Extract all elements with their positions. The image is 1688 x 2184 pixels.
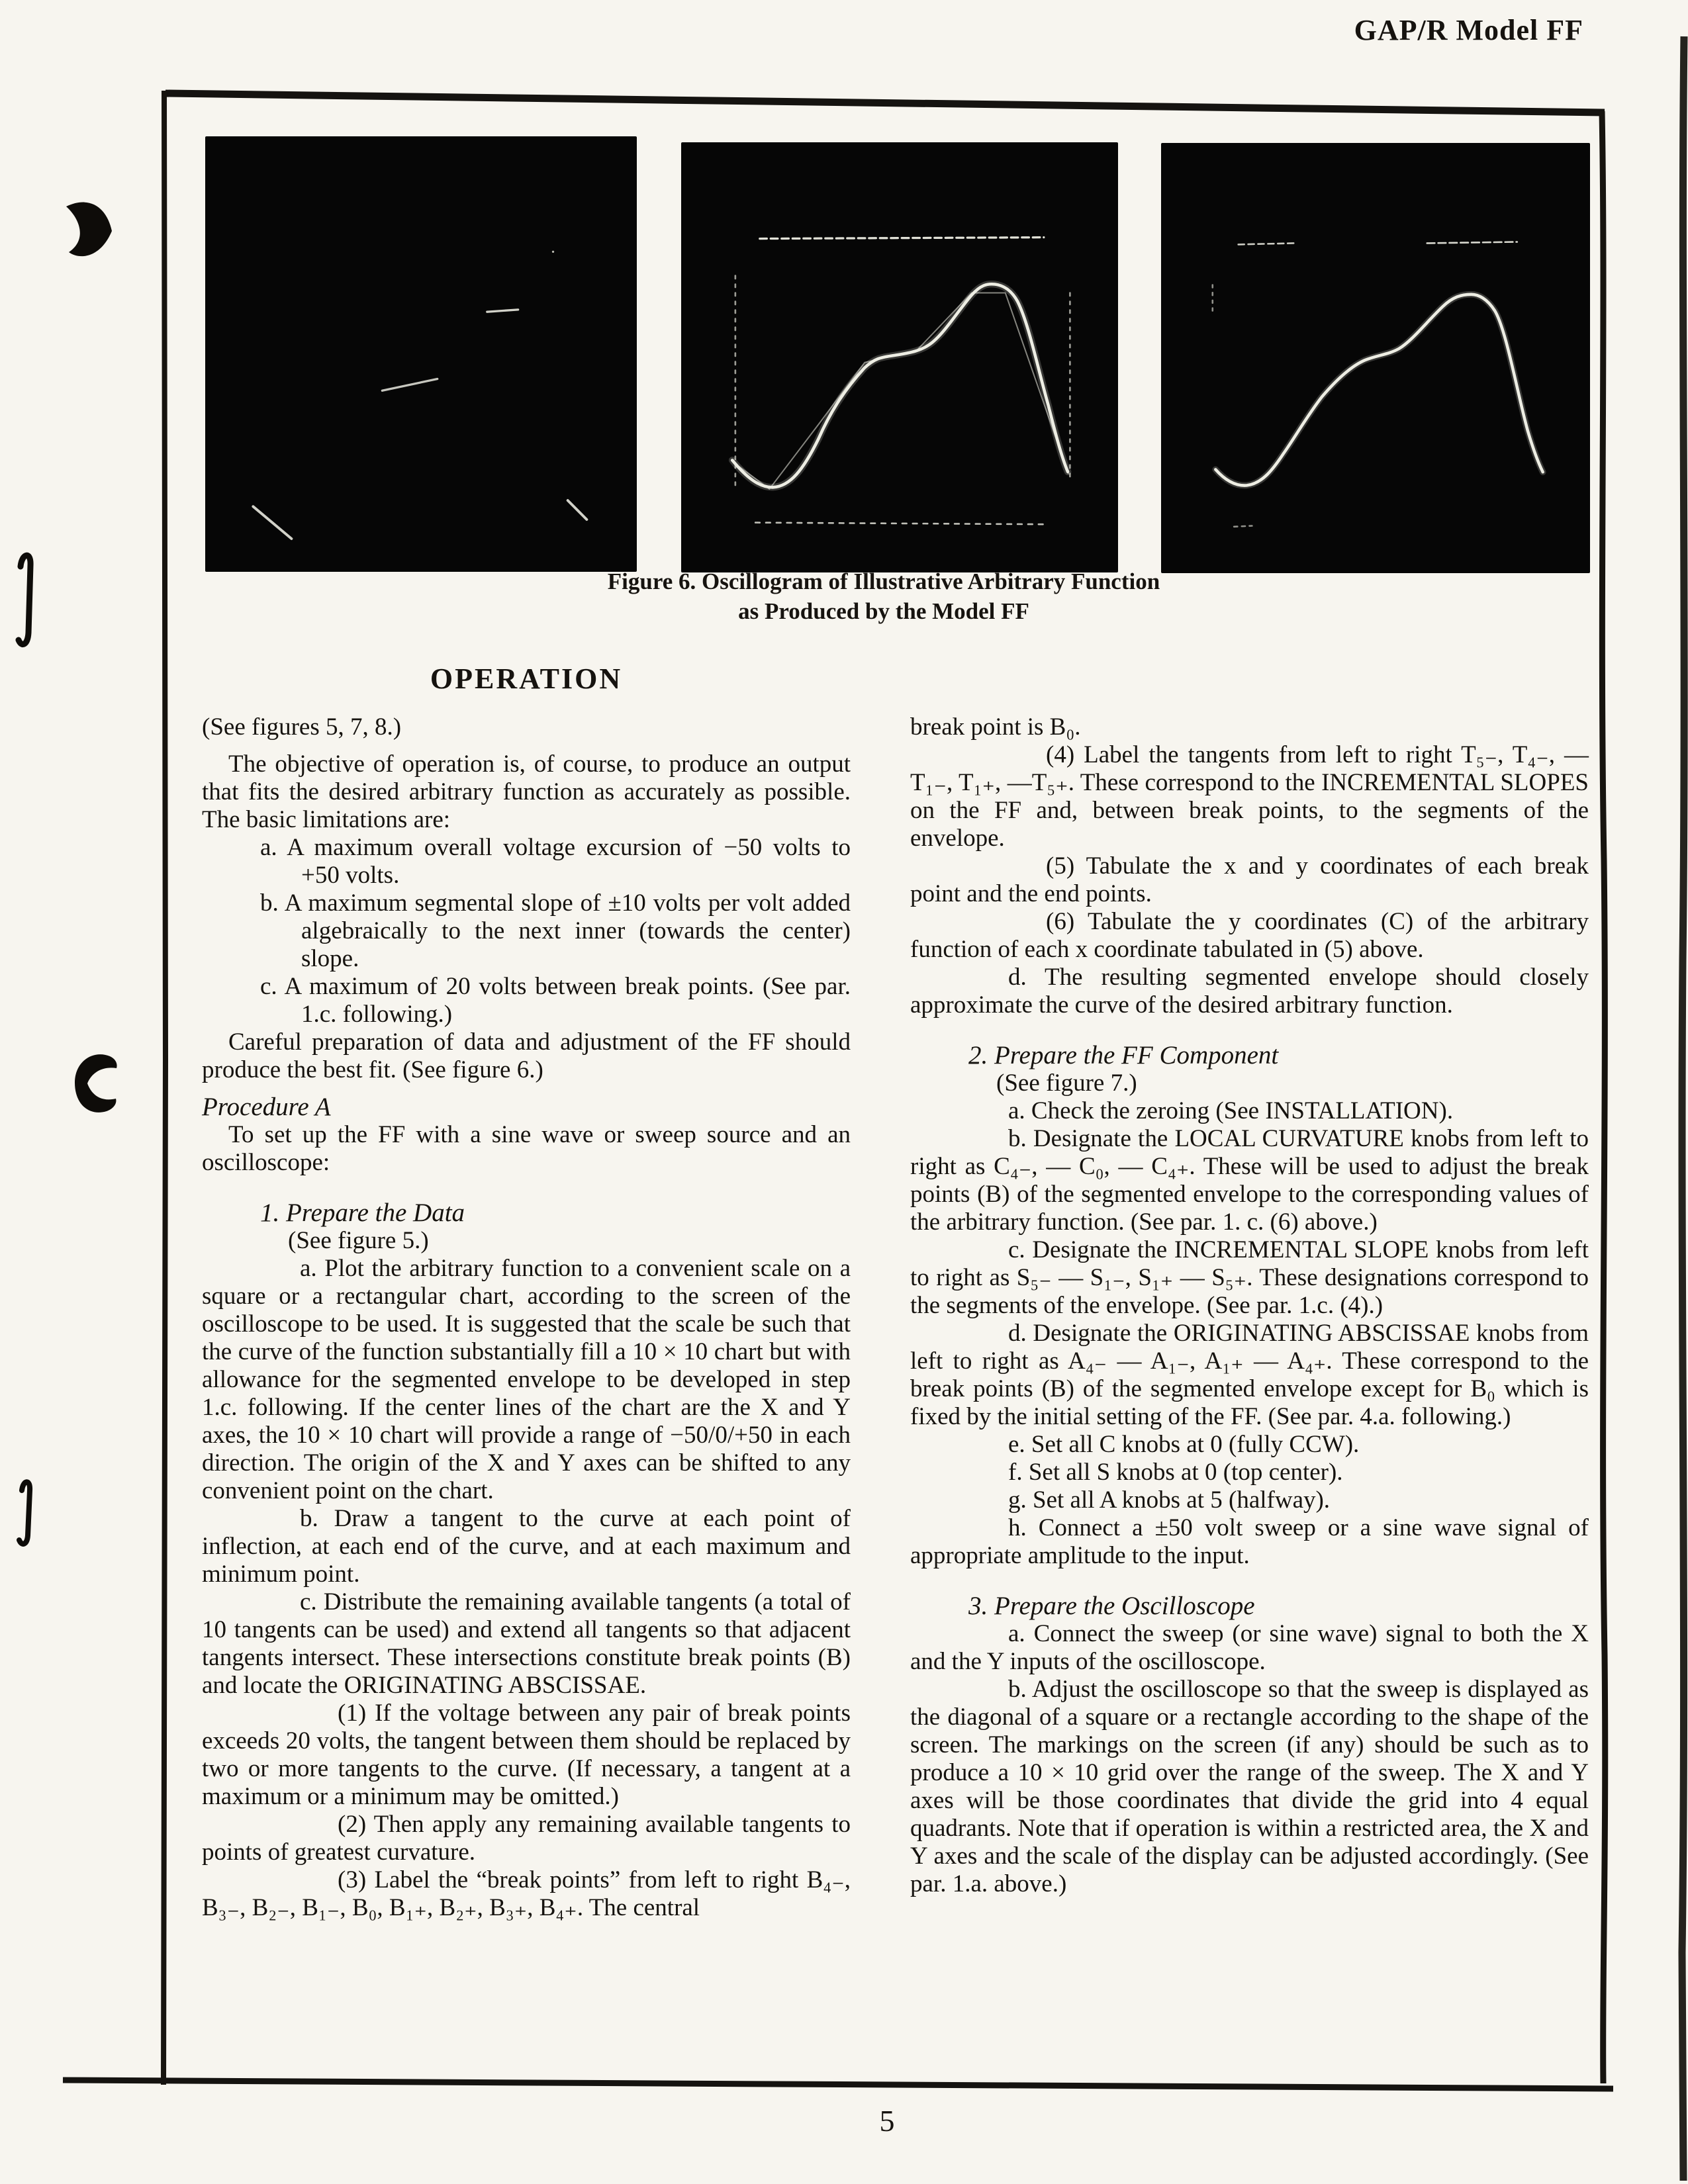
paragraph: 3. Prepare the Oscilloscope <box>968 1592 1255 1620</box>
paragraph: (See figure 5.) <box>288 1227 429 1254</box>
paragraph: e. Set all C knobs at 0 (fully CCW). <box>1008 1431 1360 1458</box>
oscillogram-image-1 <box>205 136 637 572</box>
scan-edge-shadow <box>1682 36 1684 2181</box>
paragraph: (See figure 7.) <box>996 1069 1137 1097</box>
paragraph: c. Distribute the remaining available tangents (a total of 10 tangents can be used) and extend all tangents so that adjacent tangents intersect. These intersections constitute break points (B) and locate the ORIGINATING ABSCISSAE. <box>202 1588 851 1699</box>
figure-box-top-border <box>165 93 1605 113</box>
figure-caption-line2: as Produced by the Model FF <box>738 598 1029 624</box>
paragraph: h. Connect a ±50 volt sweep or a sine wave signal of appropriate amplitude to the input. <box>910 1514 1589 1569</box>
paragraph: a. Plot the arbitrary function to a convenient scale on a square or a rectangular chart, according to the screen of the oscilloscope to be used. It is suggested that the scale be such that the curve of the function substantially fill a 10 × 10 chart but with allowance for the segmented envelope to be developed in step 1.c. following. If the center lines of the chart are the X and Y axes, the 10 × 10 chart will provide a range of −50/0/+50 in each direction. The origin of the X and Y axes can be shifted to any convenient point on the chart. <box>202 1255 851 1504</box>
paragraph: b. A maximum segmental slope of ±10 volts per volt added algebraically to the next inner (towards the center) slope. <box>260 889 851 972</box>
paragraph: f. Set all S knobs at 0 (top center). <box>1008 1459 1343 1486</box>
page-bottom-rule <box>63 2080 1613 2089</box>
column-left <box>202 713 851 1922</box>
paragraph: b. Adjust the oscilloscope so that the sweep is displayed as the diagonal of a square or a rectangle according to the shape of the screen. The markings on the screen (if any) should be such as to produce a 10 × 10 grid over the range of the sweep. The X and Y axes will be those coordinates that divide the grid into 4 equal quadrants. Note that if operation is within a restricted area, the X and Y axes and the scale of the display can be adjusted accordingly. (See par. 1.a. above.) <box>910 1676 1589 1897</box>
oscillogram-image-3 <box>1161 143 1590 573</box>
scan-artifact-crescent-mid <box>75 1054 117 1113</box>
paragraph: Careful preparation of data and adjustment of the FF should produce the best fit. (See figure 6.) <box>202 1028 851 1083</box>
section-heading: OPERATION <box>430 662 623 695</box>
paragraph: (1) If the voltage between any pair of break points exceeds 20 volts, the tangent between them should be replaced by two or more tangents to the curve. (If necessary, a tangent at a maximum or a minimum may be omitted.) <box>202 1700 851 1810</box>
paragraph: (See figures 5, 7, 8.) <box>202 713 402 741</box>
paragraph: d. The resulting segmented envelope should closely approximate the curve of the desired arbitrary function. <box>910 964 1589 1019</box>
paragraph: a. A maximum overall voltage excursion of −50 volts to +50 volts. <box>260 834 851 889</box>
paragraph: b. Draw a tangent to the curve at each point of inflection, at each end of the curve, and at each maximum and minimum point. <box>202 1505 851 1588</box>
paragraph: g. Set all A knobs at 5 (halfway). <box>1008 1486 1331 1514</box>
paragraph: The objective of operation is, of course, to produce an output that fits the desired arbitrary function as accurately as possible. The basic limitations are: <box>202 751 851 833</box>
paragraph: break point is B₀. <box>910 713 1081 741</box>
column-right <box>910 713 1589 1898</box>
paragraph: (3) Label the “break points” from left to right B₄₋, B₃₋, B₂₋, B₁₋, B₀, B₁₊, B₂₊, B₃₊, B₄₊. The central <box>202 1866 851 1921</box>
oscillogram-3-trace <box>1161 143 1590 573</box>
paragraph: (4) Label the tangents from left to right T₅₋, T₄₋, — T₁₋, T₁₊, —T₅₊. These correspond to the INCREMENTAL SLOPES on the FF and, between break points, to the segments of the envelope. <box>910 741 1589 852</box>
page-number: 5 <box>879 2104 895 2138</box>
oscillogram-1-trace <box>205 136 637 572</box>
paragraph: a. Connect the sweep (or sine wave) signal to both the X and the Y inputs of the oscilloscope. <box>910 1620 1589 1675</box>
oscillogram-image-2 <box>681 142 1118 572</box>
scan-artifact-crescent-top <box>66 203 112 257</box>
scan-artifact-hook-1 <box>19 555 30 644</box>
paragraph: 1. Prepare the Data <box>260 1199 465 1227</box>
figure-caption-line1: Figure 6. Oscillogram of Illustrative Arbitrary Function <box>607 569 1160 594</box>
page-header: GAP/R Model FF <box>1354 14 1583 46</box>
paragraph: c. A maximum of 20 volts between break points. (See par. 1.c. following.) <box>260 973 851 1028</box>
figure-box-right-border <box>1602 111 1605 2083</box>
paragraph: a. Check the zeroing (See INSTALLATION). <box>1008 1097 1454 1124</box>
paragraph: c. Designate the INCREMENTAL SLOPE knobs from left to right as S₅₋ — S₁₋, S₁₊ — S₅₊. These designations correspond to the segments of the envelope. (See par. 1.c. (4).) <box>910 1236 1589 1319</box>
oscillogram-2-trace <box>681 142 1118 572</box>
paragraph: (2) Then apply any remaining available tangents to points of greatest curvature. <box>202 1811 851 1866</box>
paragraph: (6) Tabulate the y coordinates (C) of the arbitrary function of each x coordinate tabulated in (5) above. <box>910 908 1589 963</box>
paragraph: To set up the FF with a sine wave or sweep source and an oscilloscope: <box>202 1121 851 1176</box>
figure-caption <box>162 567 1605 626</box>
paragraph: 2. Prepare the FF Component <box>968 1041 1279 1069</box>
paragraph: (5) Tabulate the x and y coordinates of each break point and the end points. <box>910 852 1589 907</box>
paragraph: b. Designate the LOCAL CURVATURE knobs from left to right as C₄₋, — C₀, — C₄₊. These will be used to adjust the break points (B) of the segmented envelope to the corresponding values of the arbitrary function. (See par. 1. c. (6) above.) <box>910 1125 1589 1236</box>
figure-box-left-border <box>164 91 165 2085</box>
scan-artifact-hook-2 <box>19 1482 30 1544</box>
paragraph: Procedure A <box>202 1093 331 1121</box>
paragraph: d. Designate the ORIGINATING ABSCISSAE knobs from left to right as A₄₋ — A₁₋, A₁₊ — A₄₊. These correspond to the break points (B) of the segmented envelope except for B₀ which is fixed by the initial setting of the FF. (See par. 4.a. following.) <box>910 1320 1589 1430</box>
